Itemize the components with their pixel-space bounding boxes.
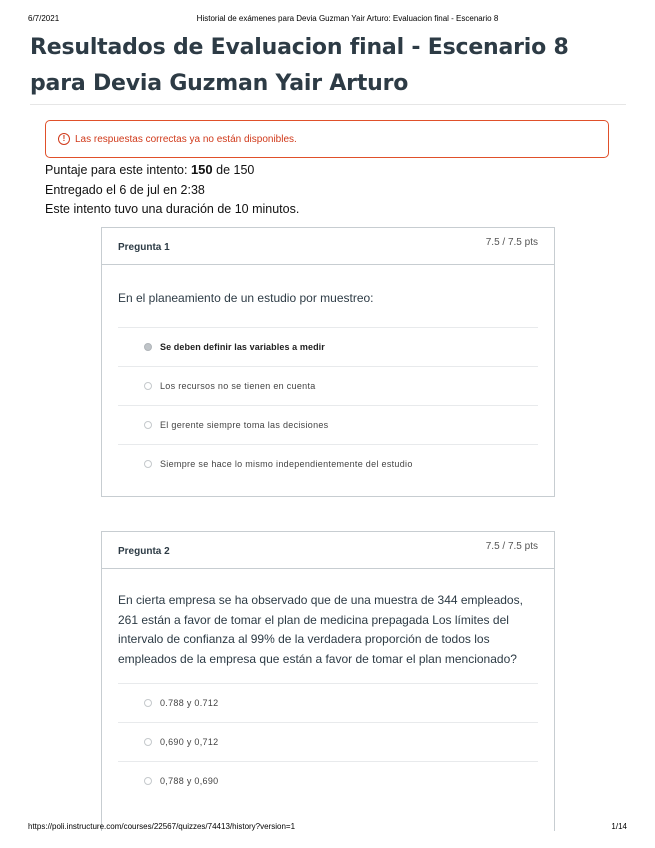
score-prefix: Puntaje para este intento: xyxy=(45,163,191,177)
score-value: 150 xyxy=(190,162,213,177)
radio-icon[interactable] xyxy=(144,738,152,746)
answer-option[interactable] xyxy=(118,327,538,366)
answer-option[interactable] xyxy=(118,683,538,722)
answer-label: Se deben definir las variables a medir xyxy=(160,341,325,352)
score-line xyxy=(45,160,299,181)
radio-icon[interactable] xyxy=(144,382,152,390)
question-header xyxy=(102,228,554,265)
question-points: 7.5 / 7.5 pts xyxy=(485,541,538,552)
answer-label: Siempre se hace lo mismo independientemente del estudio xyxy=(160,458,413,469)
answer-label: El gerente siempre toma las decisiones xyxy=(160,419,329,430)
answer-option[interactable] xyxy=(118,366,538,405)
print-url: https://poli.instructure.com/courses/22567/quizzes/74413/history?version=1 xyxy=(28,822,296,831)
answer-list xyxy=(118,683,538,800)
alert-text: Las respuestas correctas ya no están disponibles. xyxy=(75,133,297,145)
radio-icon[interactable] xyxy=(144,699,152,707)
answer-label: Los recursos no se tienen en cuenta xyxy=(160,380,316,391)
question-text: En cierta empresa se ha observado que de una muestra de 344 empleados, 261 están a favor de tomar el plan de medicina prepagada Los límites del intervalo de confianza al 99% de la verdadera proporción de todos los empleados de la empresa que están a favor de tomar el plan mencionado? xyxy=(118,593,523,666)
attempt-summary xyxy=(45,160,299,220)
answer-option[interactable] xyxy=(118,444,538,483)
page-title: Resultados de Evaluacion final - Escenario 8 para Devia Guzman Yair Arturo xyxy=(30,35,569,96)
exclamation-circle-icon: ! xyxy=(58,133,70,145)
submitted-line: Entregado el 6 de jul en 2:38 xyxy=(45,182,205,197)
answer-label: 0,690 y 0,712 xyxy=(160,737,219,747)
radio-icon[interactable] xyxy=(144,460,152,468)
answer-label: 0.788 y 0.712 xyxy=(160,698,219,708)
radio-selected-icon[interactable] xyxy=(144,343,152,351)
question-name: Pregunta 1 xyxy=(118,242,170,253)
answer-option[interactable] xyxy=(118,405,538,444)
question-header xyxy=(102,532,554,569)
title-divider xyxy=(30,104,626,105)
answer-option[interactable] xyxy=(118,761,538,800)
answer-label: 0,788 y 0,690 xyxy=(160,776,219,786)
answer-option[interactable] xyxy=(118,722,538,761)
print-date: 6/7/2021 xyxy=(28,14,60,23)
print-page-number: 1/14 xyxy=(611,822,627,831)
question-card xyxy=(101,531,555,831)
question-card xyxy=(101,227,555,497)
duration-line: Este intento tuvo una duración de 10 minutos. xyxy=(45,202,300,216)
score-suffix: de 150 xyxy=(212,163,255,177)
question-points: 7.5 / 7.5 pts xyxy=(485,237,538,248)
question-text: En el planeamiento de un estudio por muestreo: xyxy=(118,291,374,305)
print-document-title: Historial de exámenes para Devia Guzman Yair Arturo: Evaluacion final - Escenario 8 xyxy=(196,14,499,23)
radio-icon[interactable] xyxy=(144,421,152,429)
print-header xyxy=(0,14,655,28)
radio-icon[interactable] xyxy=(144,777,152,785)
question-name: Pregunta 2 xyxy=(118,546,170,557)
correct-answers-alert xyxy=(45,120,609,158)
answer-list xyxy=(118,327,538,483)
